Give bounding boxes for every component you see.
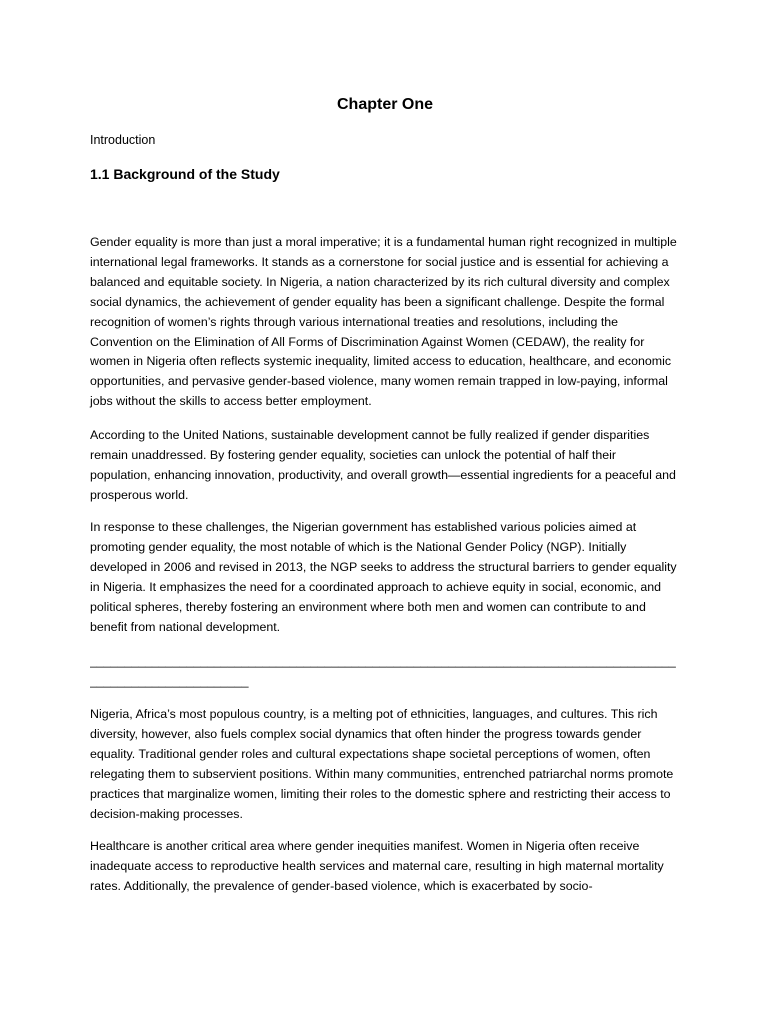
body-paragraph: In response to these challenges, the Nigerian government has established various policies aimed at promoting gender equality, the most notable of which is the National Gender Policy (NGP). Initially developed in 2006 and revised in 2013, the NGP seeks to address the structural barriers to gender equality in Nigeria. It emphasizes the need for a coordinated approach to achieve equity in social, economic, and political spheres, thereby fostering an environment where both men and women can contribute to and benefit from national development. — [90, 520, 677, 634]
body-paragraph: Healthcare is another critical area where gender inequities manifest. Women in Nigeria often receive inadequate access to reproductive health services and maternal care, resulting in high maternal mortality rates. Additionally, the prevalence of gender-based violence, which is exacerbated by socio- — [90, 839, 664, 893]
section-heading: 1.1 Background of the Study — [90, 166, 280, 182]
chapter-title: Chapter One — [336, 96, 433, 113]
body-paragraph: Nigeria, Africa’s most populous country, is a melting pot of ethnicities, languages, and cultures. This rich diversity, however, also fuels complex social dynamics that often hinder the progress towards gender equality. Traditional gender roles and cultural expectations shape societal perceptions of women, often relegating them to subservient positions. Within many communities, entrenched patriarchal norms promote practices that marginalize women, limiting their roles to the domestic sphere and restricting their access to decision-making processes. — [90, 707, 674, 821]
separator-line: ____________________________________________________________________________________________________________ — [90, 654, 676, 688]
introduction-label: Introduction — [90, 133, 156, 147]
body-paragraph: Gender equality is more than just a moral imperative; it is a fundamental human right recognized in multiple international legal frameworks. It stands as a cornerstone for social justice and is essential for achieving a balanced and equitable society. In Nigeria, a nation characterized by its rich cultural diversity and complex social dynamics, the achievement of gender equality has been a significant challenge. Despite the formal recognition of women’s rights through various international treaties and resolutions, including the Convention on the Elimination of All Forms of Discrimination Against Women (CEDAW), the reality for women in Nigeria often reflects systemic inequality, limited access to education, healthcare, and economic opportunities, and pervasive gender-based violence, many women remain trapped in low-paying, informal jobs without the skills to access better employment. — [90, 235, 677, 409]
body-paragraph: According to the United Nations, sustainable development cannot be fully realized if gender disparities remain unaddressed. By fostering gender equality, societies can unlock the potential of half their population, enhancing innovation, productivity, and overall growth—essential ingredients for a peaceful and prosperous world. — [90, 428, 676, 502]
